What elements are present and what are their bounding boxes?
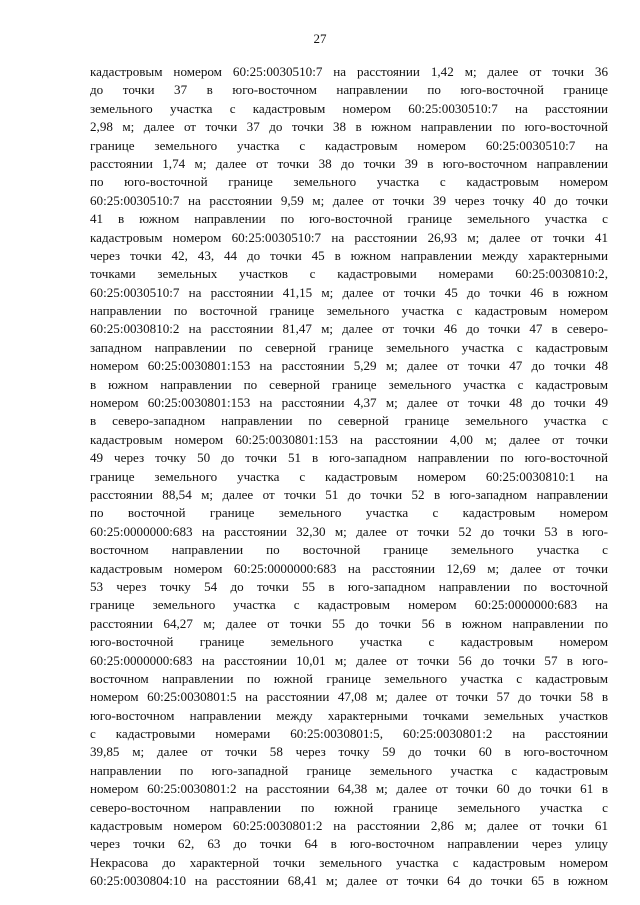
text-line: юго-восточном направлении между характерными точками земельных участков (90, 707, 608, 723)
text-line: восточном направлении по южной границе земельного участка с кадастровым (90, 670, 608, 686)
text-line: юго-восточной границе земельного участка с кадастровым номером (90, 634, 608, 650)
text-line: в северо-западном направлении по северной границе земельного участка с (90, 413, 608, 429)
text-line: 53 через точку 54 до точки 55 в юго-западном направлении по восточной (90, 578, 608, 594)
text-line: Некрасова до характерной точки земельного участка с кадастровым номером (90, 854, 608, 870)
text-line: 39,85 м; далее от точки 58 через точку 59 до точки 60 в юго-восточном (90, 744, 608, 760)
text-line: номером 60:25:0030801:5 на расстоянии 47,08 м; далее от точки 57 до точки 58 в (90, 689, 608, 705)
text-line: номером 60:25:0030801:153 на расстоянии 5,29 м; далее от точки 47 до точки 48 (90, 358, 608, 374)
text-line: расстоянии 1,74 м; далее от точки 38 до точки 39 в юго-восточном направлении (90, 155, 608, 171)
text-line: номером 60:25:0030801:153 на расстоянии 4,37 м; далее от точки 48 до точки 49 (90, 395, 608, 411)
text-line: 60:25:0000000:683 на расстоянии 10,01 м; далее от точки 56 до точки 57 в юго- (90, 652, 608, 668)
text-line: по юго-восточной границе земельного участка с кадастровым номером (90, 174, 608, 190)
text-line: направлении по восточной границе земельного участка с кадастровым номером (90, 303, 608, 319)
text-line: границе земельного участка с кадастровым номером 60:25:0030810:1 на (90, 468, 608, 484)
page-number: 27 (313, 31, 327, 46)
text-line: через точки 42, 43, 44 до точки 45 в южном направлении между характерными (90, 247, 608, 263)
text-line: восточном направлении по восточной границе земельного участка с (90, 542, 608, 558)
text-line: кадастровым номером 60:25:0000000:683 на расстоянии 12,69 м; далее от точки (90, 560, 608, 576)
text-line: в южном направлении по северной границе земельного участка с кадастровым (90, 376, 608, 392)
text-line: 60:25:0030510:7 на расстоянии 41,15 м; далее от точки 45 до точки 46 в южном (90, 284, 608, 300)
text-line: номером 60:25:0030801:2 на расстоянии 64,38 м; далее от точки 60 до точки 61 в (90, 781, 608, 797)
text-line: границе земельного участка с кадастровым номером 60:25:0000000:683 на (90, 597, 608, 613)
text-line: кадастровым номером 60:25:0030801:2 на расстоянии 2,86 м; далее от точки 61 (90, 818, 608, 834)
text-line: расстоянии 88,54 м; далее от точки 51 до точки 52 в юго-западном направлении (90, 486, 608, 502)
text-line: 60:25:0000000:683 на расстоянии 32,30 м; далее от точки 52 до точки 53 в юго- (90, 523, 608, 539)
text-line: с кадастровыми номерами 60:25:0030801:5, 60:25:0030801:2 на расстоянии (90, 726, 608, 742)
text-line: 2,98 м; далее от точки 37 до точки 38 в южном направлении по юго-восточной (90, 119, 608, 135)
text-line: 41 в южном направлении по юго-восточной границе земельного участка с (90, 211, 608, 227)
text-line: направлении по юго-западной границе земельного участка с кадастровым (90, 762, 608, 778)
text-line: 60:25:0030510:7 на расстоянии 9,59 м; далее от точки 39 через точку 40 до точки (90, 192, 608, 208)
text-line: западном направлении по северной границе земельного участка с кадастровым (90, 339, 608, 355)
text-line: по восточной границе земельного участка с кадастровым номером (90, 505, 608, 521)
text-line: расстоянии 64,27 м; далее от точки 55 до точки 56 в южном направлении по (90, 615, 608, 631)
text-line: 60:25:0030804:10 на расстоянии 68,41 м; далее от точки 64 до точки 65 в южном (90, 873, 608, 889)
text-line: северо-восточном направлении по южной границе земельного участка с (90, 799, 608, 815)
text-line: кадастровым номером 60:25:0030510:7 на расстоянии 26,93 м; далее от точки 41 (90, 229, 608, 245)
text-line: 49 через точку 50 до точки 51 в юго-западном направлении по юго-восточной (90, 450, 608, 466)
text-line: кадастровым номером 60:25:0030801:153 на расстоянии 4,00 м; далее от точки (90, 431, 608, 447)
text-line: земельного участка с кадастровым номером 60:25:0030510:7 на расстоянии (90, 100, 608, 116)
text-line: до точки 37 в юго-восточном направлении по юго-восточной границе (90, 82, 608, 98)
text-line: кадастровым номером 60:25:0030510:7 на расстоянии 1,42 м; далее от точки 36 (90, 64, 608, 79)
text-line: 60:25:0030810:2 на расстоянии 81,47 м; далее от точки 46 до точки 47 в северо- (90, 321, 608, 337)
body-text (90, 63, 608, 891)
text-line: точками земельных участков с кадастровыми номерами 60:25:0030810:2, (90, 266, 608, 282)
text-line: через точки 62, 63 до точки 64 в юго-восточном направлении через улицу (90, 836, 608, 852)
text-line: границе земельного участка с кадастровым номером 60:25:0030510:7 на (90, 137, 608, 153)
